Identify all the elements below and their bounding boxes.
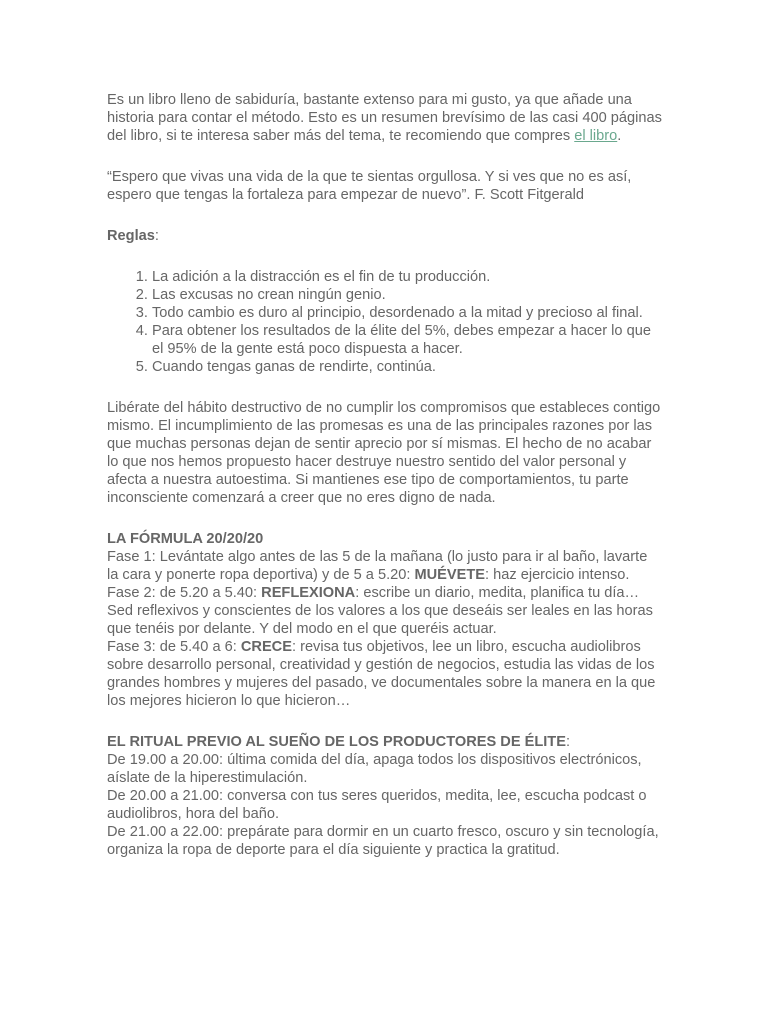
ritual-line: De 20.00 a 21.00: conversa con tus seres queridos, medita, lee, escucha podcast o audiolibros, hora del baño. — [107, 788, 647, 822]
phase-1-description: : haz ejercicio intenso. — [485, 567, 630, 583]
rule-item: 5. Cuando tengas ganas de rendirte, continúa. — [152, 358, 662, 376]
intro-paragraph — [107, 91, 662, 145]
ritual-section — [107, 733, 662, 859]
book-link[interactable]: el libro — [574, 128, 618, 144]
rule-item: 2. Las excusas no crean ningún genio. — [152, 286, 662, 304]
formula-section — [107, 530, 662, 710]
phase-2-keyword: REFLEXIONA — [261, 585, 356, 601]
phase-1-text: Fase 1: Levántate algo antes de las 5 de la mañana (lo justo para ir al baño, lavarte la cara y ponerte ropa deportiva) y de 5 a 5.20: — [107, 549, 648, 583]
quote-paragraph: “Espero que vivas una vida de la que te sientas orgullosa. Y si ves que no es así, espero que tengas la fortaleza para empezar de nuevo”. F. Scott Fitgerald — [107, 169, 632, 203]
formula-phase-2 — [107, 584, 662, 638]
phase-3-keyword: CRECE — [240, 639, 292, 655]
formula-phase-3 — [107, 638, 662, 710]
ritual-heading-label: EL RITUAL PREVIO AL SUEÑO DE LOS PRODUCTORES DE ÉLITE — [107, 734, 566, 750]
ritual-heading — [107, 733, 662, 751]
ritual-line: De 19.00 a 20.00: última comida del día, apaga todos los dispositivos electrónicos, aíslate de la hiperestimulación. — [107, 752, 642, 786]
rule-item: 1. La adición a la distracción es el fin de tu producción. — [152, 268, 662, 286]
formula-phase-1 — [107, 548, 662, 584]
rule-item: 3. Todo cambio es duro al principio, desordenado a la mitad y precioso al final. — [152, 304, 662, 322]
rules-heading-label: Reglas — [107, 228, 155, 244]
phase-2-text: Fase 2: de 5.20 a 5.40: — [107, 585, 262, 601]
document-page — [107, 91, 662, 859]
ritual-heading-colon: : — [565, 734, 571, 750]
intro-suffix: . — [617, 128, 622, 144]
rules-heading-colon: : — [154, 228, 159, 244]
phase-3-description: : revisa tus objetivos, lee un libro, escucha audiolibros sobre desarrollo personal, creatividad y gestión de negocios, estudia las vidas de los grandes hombres y mujeres del pasado, ve documentales sobre la manera en la que los mejores hicieron lo que hicieron… — [107, 639, 656, 709]
rules-list — [107, 268, 662, 376]
formula-heading-label: LA FÓRMULA 20/20/20 — [107, 531, 264, 547]
phase-2-description: : escribe un diario, medita, planifica tu día… Sed reflexivos y conscientes de los valores a los que deseáis ser leales en las horas que tenéis por delante. Y del modo en el que queréis actuar. — [107, 585, 653, 637]
intro-text: Es un libro lleno de sabiduría, bastante extenso para mi gusto, ya que añade una historia para contar el método. Esto es un resumen brevísimo de las casi 400 páginas del libro, si te interesa saber más del tema, te recomiendo que compres — [107, 92, 662, 144]
phase-1-keyword: MUÉVETE — [414, 567, 486, 583]
formula-heading — [107, 530, 662, 548]
rules-heading — [107, 227, 662, 245]
rule-item: 4. Para obtener los resultados de la élite del 5%, debes empezar a hacer lo que el 95% de la gente está poco dispuesta a hacer. — [152, 322, 662, 358]
phase-3-text: Fase 3: de 5.40 a 6: — [107, 639, 241, 655]
ritual-line: De 21.00 a 22.00: prepárate para dormir en un cuarto fresco, oscuro y sin tecnología, organiza la ropa de deporte para el día siguiente y practica la gratitud. — [107, 824, 659, 858]
liberate-paragraph: Libérate del hábito destructivo de no cumplir los compromisos que estableces contigo mismo. El incumplimiento de las promesas es una de las principales razones por las que muchas personas dejan de sentir aprecio por sí mismas. El hecho de no acabar lo que nos hemos propuesto hacer destruye nuestro sentido del valor personal y afecta a nuestra autoestima. Si mantienes ese tipo de comportamientos, tu parte inconsciente comenzará a creer que no eres digno de nada. — [107, 400, 661, 506]
